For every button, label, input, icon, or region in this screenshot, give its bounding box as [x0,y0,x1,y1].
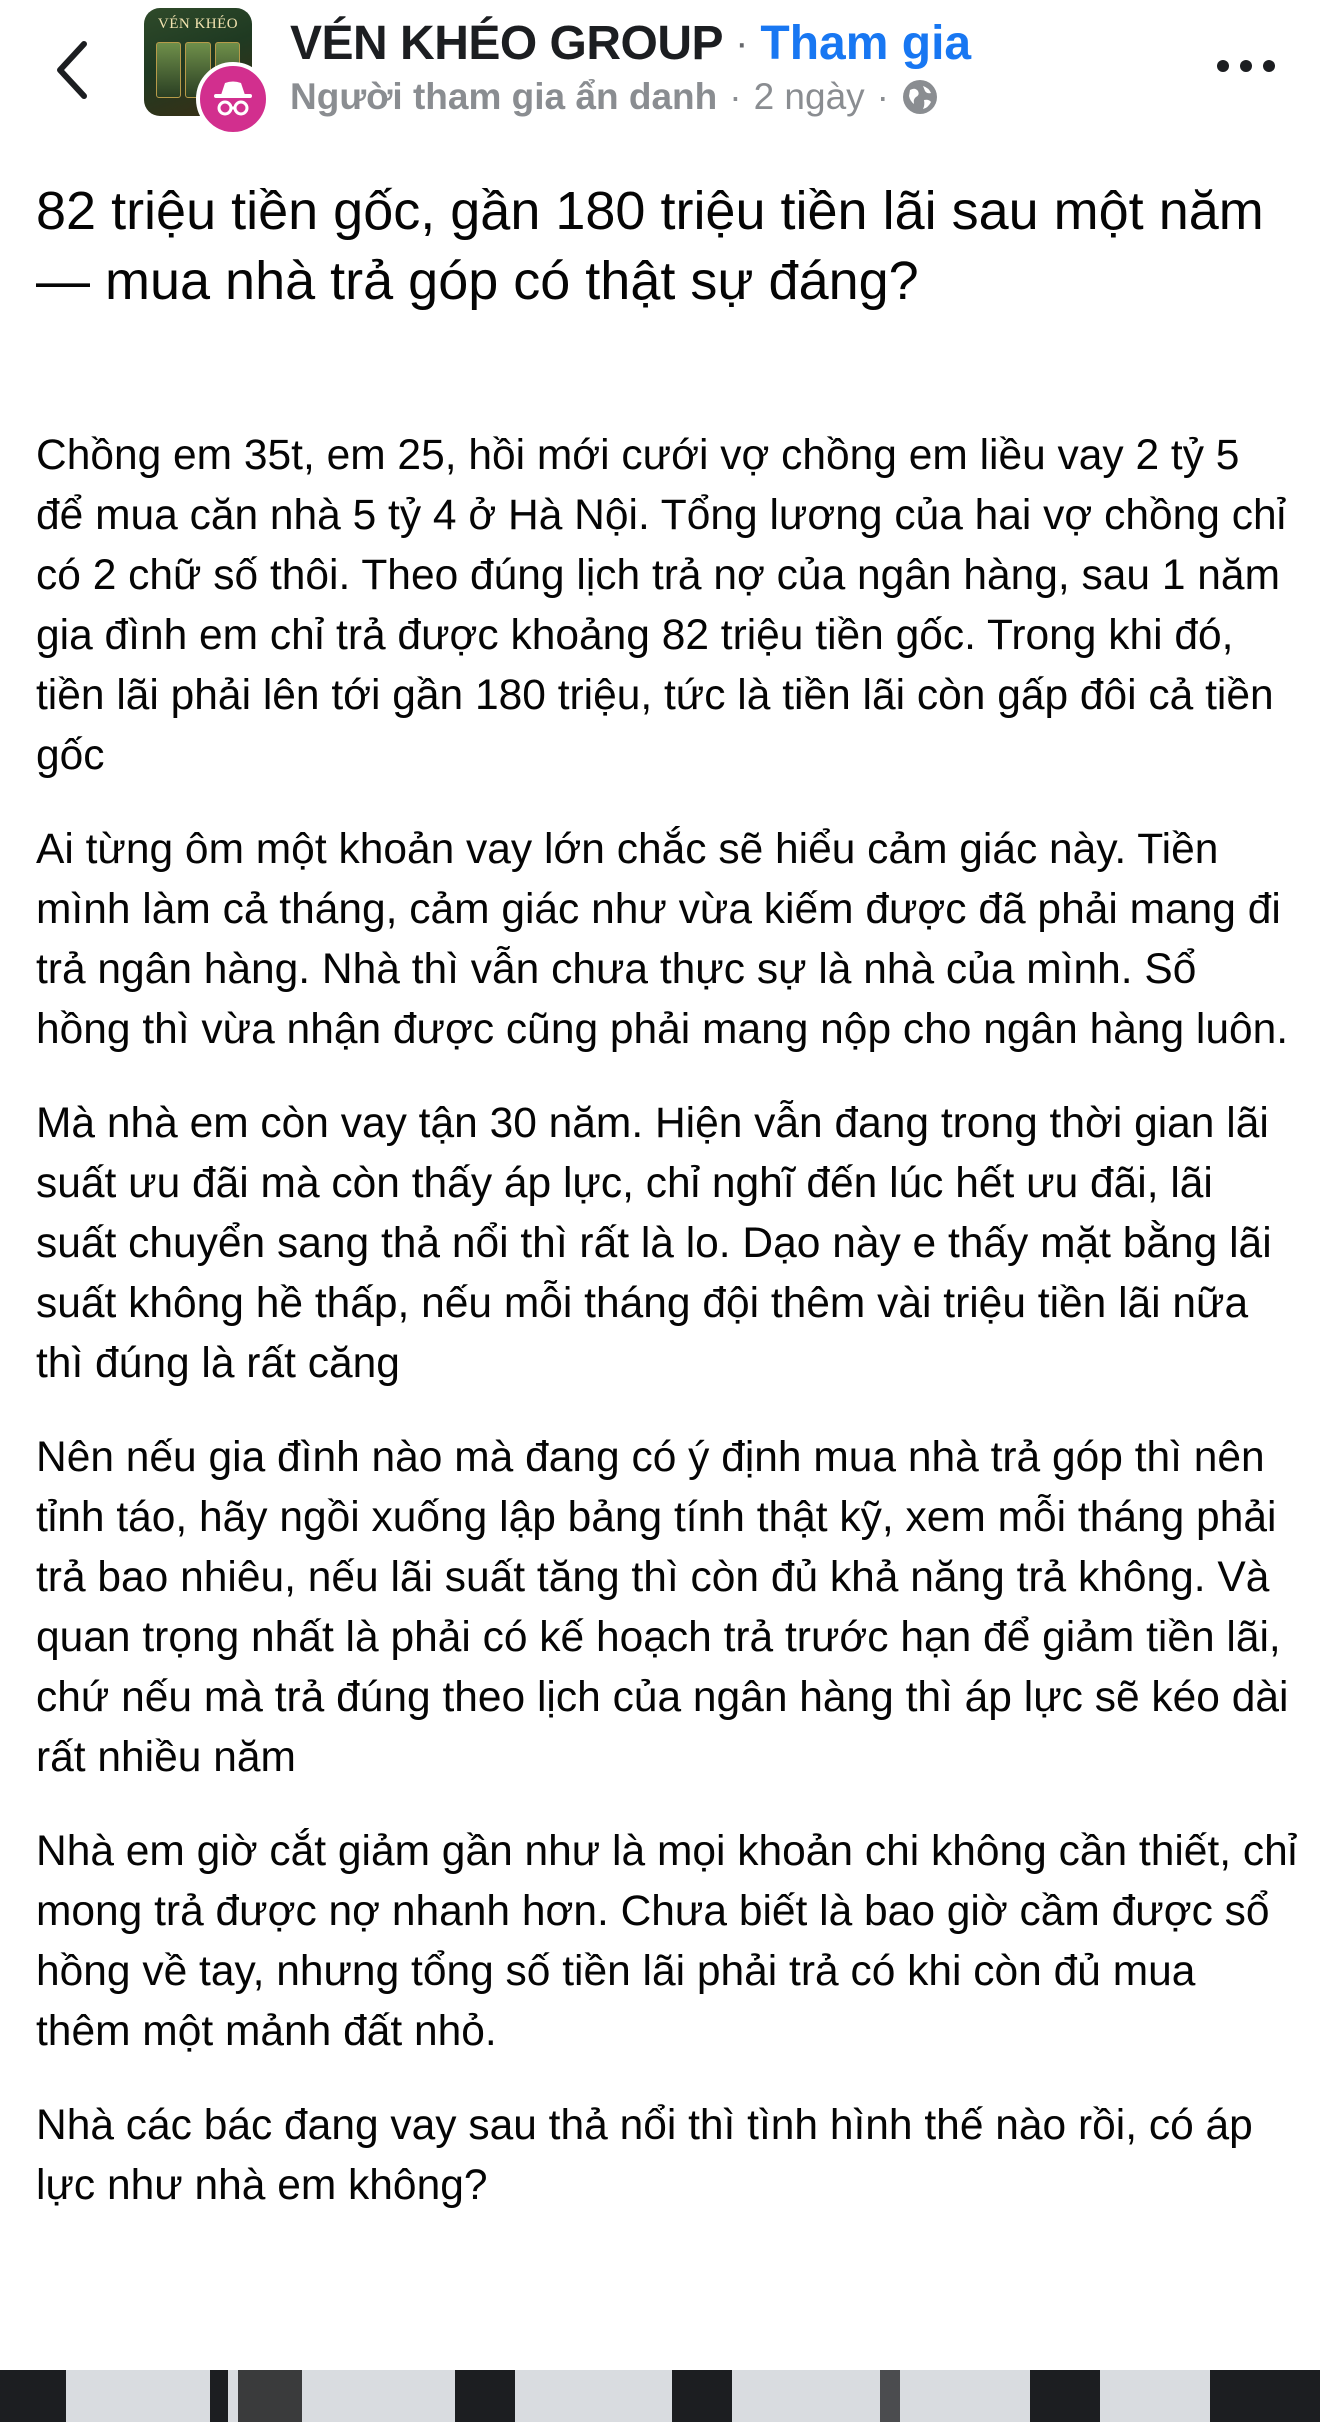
more-options-button[interactable] [1208,38,1284,94]
post-paragraph: Ai từng ôm một khoản vay lớn chắc sẽ hiểu cảm giác này. Tiền mình làm cả tháng, cảm giác như vừa kiếm được đã phải mang đi trả ngân hàng. Nhà thì vẫn chưa thực sự là nhà của mình. Sổ hồng thì vừa nhận được cũng phải mang nộp cho ngân hàng luôn. [36,826,1289,1053]
post-time[interactable]: 2 ngày [753,76,865,117]
group-name[interactable]: VÉN KHÉO GROUP [290,16,724,70]
anonymous-member-avatar [196,62,270,136]
group-title-row [290,10,971,76]
image-shape [0,2370,66,2422]
post-image-preview[interactable] [0,2370,1320,2422]
image-shape [1030,2370,1100,2422]
image-shape [455,2370,515,2422]
post-paragraph: Nên nếu gia đình nào mà đang có ý định mua nhà trả góp thì nên tỉnh táo, hãy ngồi xuống lập bảng tính thật kỹ, xem mỗi tháng phải trả bao nhiêu, nếu lãi suất tăng thì còn đủ khả năng trả không. Và quan trọng nhất là phải có kế hoạch trả trước hạn để giảm tiền lãi, chứ nếu mà trả đúng theo lịch của ngân hàng thì áp lực sẽ kéo dài rất nhiều năm [36,1434,1289,1781]
post-title: 82 triệu tiền gốc, gần 180 triệu tiền lãi sau một năm — mua nhà trả góp có thật sự đáng? [36,181,1264,311]
post-header [0,0,1320,140]
back-button[interactable] [40,30,104,110]
image-shape [880,2370,900,2422]
meta-separator: · [876,76,889,117]
avatar-group[interactable] [142,8,270,128]
post-paragraph: Mà nhà em còn vay tận 30 năm. Hiện vẫn đang trong thời gian lãi suất ưu đãi mà còn thấy áp lực, chỉ nghĩ đến lúc hết ưu đãi, lãi suất chuyển sang thả nổi thì rất là lo. Dạo này e thấy mặt bằng lãi suất không hề thấp, nếu mỗi tháng đội thêm vài triệu tiền lãi nữa thì đúng là rất căng [36,1100,1272,1387]
avatar-card [156,42,181,98]
group-avatar-text: VÉN KHÉO [157,16,239,32]
post-paragraph: Chồng em 35t, em 25, hồi mới cưới vợ chồng em liều vay 2 tỷ 5 để mua căn nhà 5 tỷ 4 ở Hà Nội. Tổng lương của hai vợ chồng chỉ có 2 chữ số thôi. Theo đúng lịch trả nợ của ngân hàng, sau 1 năm gia đình em chỉ trả được khoảng 82 triệu tiền gốc. Trong khi đó, tiền lãi phải lên tới gần 180 triệu, tức là tiền lãi còn gấp đôi cả tiền gốc [36,432,1287,779]
chevron-left-icon [52,38,92,102]
more-horizontal-icon [1216,59,1276,73]
author-name: Người tham gia ẩn danh [290,76,718,117]
image-shape [1210,2370,1320,2422]
title-separator: · [735,20,749,65]
image-shape [238,2370,302,2422]
anonymous-spy-icon [211,79,255,119]
globe-icon [901,78,939,116]
meta-separator: · [729,76,742,117]
post-meta [290,72,939,122]
image-shape [210,2370,228,2422]
image-shape [672,2370,732,2422]
join-group-link[interactable]: Tham gia [760,16,972,70]
post-body [36,426,1298,2250]
post-paragraph: Nhà các bác đang vay sau thả nổi thì tình hình thế nào rồi, có áp lực như nhà em không? [36,2102,1253,2209]
post-paragraph: Nhà em giờ cắt giảm gần như là mọi khoản chi không cần thiết, chỉ mong trả được nợ nhanh hơn. Chưa biết là bao giờ cầm được sổ hồng về tay, nhưng tổng số tiền lãi phải trả có khi còn đủ mua thêm một mảnh đất nhỏ. [36,1828,1298,2055]
